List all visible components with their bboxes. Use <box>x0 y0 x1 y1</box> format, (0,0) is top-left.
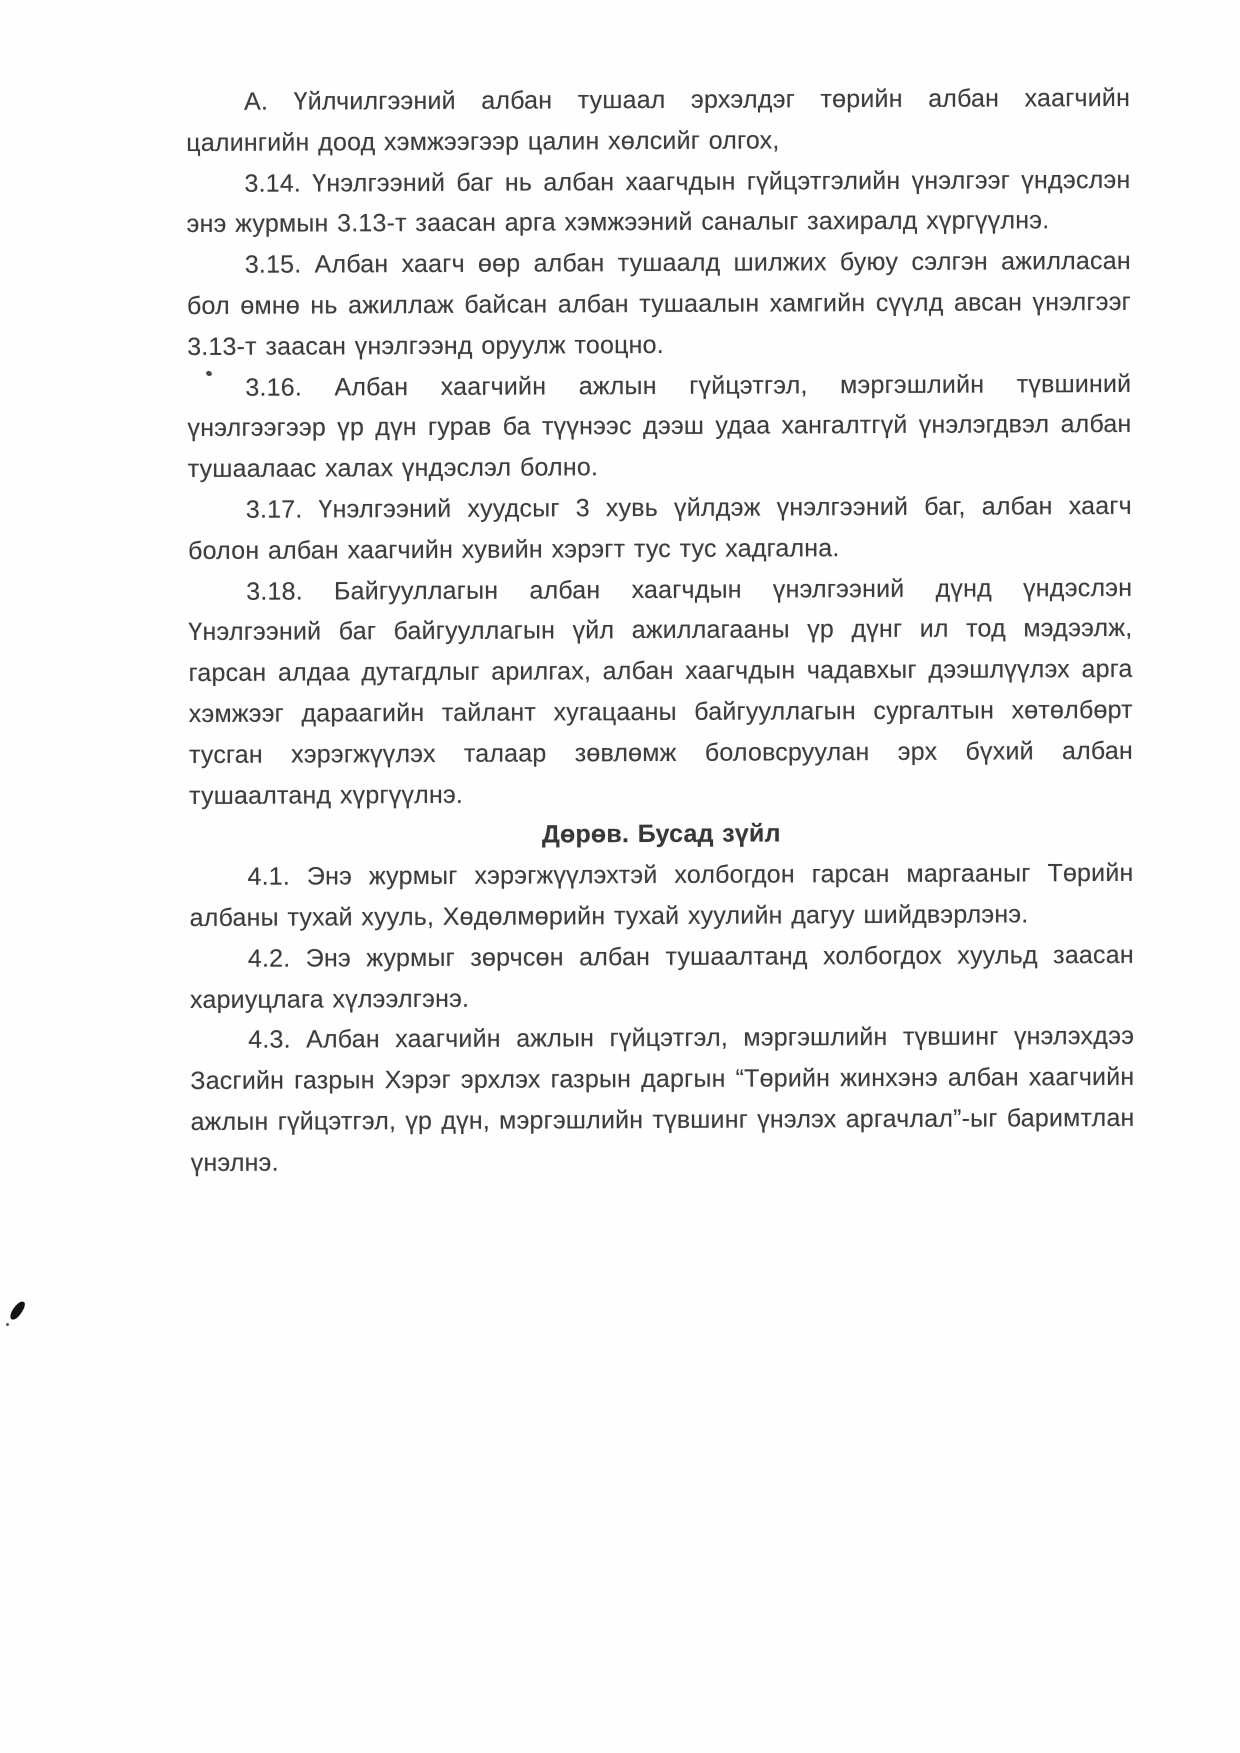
paragraph-3-18: 3.18. Байгууллагын албан хаагчдын үнэлгээний дүнд үндэслэн Үнэлгээний баг байгууллагын үйл ажиллагааны үр дүнг ил тод мэдээлж, гарсан алдаа дутагдлыг арилгах, албан хаагчдын чадавхыг дээшлүүлэх арга хэмжээг дараагийн тайлант хугацааны байгууллагын сургалтын хөтөлбөрт тусган хэрэгжүүлэх талаар зөвлөмж боловсруулан эрх бүхий албан тушаалтанд хүргүүлнэ. <box>188 573 1133 810</box>
paragraph-3-17: 3.17. Үнэлгээний хуудсыг 3 хувь үйлдэж үнэлгээний баг, албан хаагч болон албан хаагчийн хувийн хэрэгт тус тус хадгална. <box>187 491 1132 565</box>
paragraph-4-1: 4.1. Энэ журмыг хэрэгжүүлэхтэй холбогдон гарсан маргааныг Төрийн албаны тухай хууль, Хөдөлмөрийн тухай хуулийн дагуу шийдвэрлэнэ. <box>189 859 1134 932</box>
ink-dot <box>6 1323 9 1326</box>
paragraph-3-14: 3.14. Үнэлгээний баг нь албан хаагчдын гүйцэтгэлийн үнэлгээг үндэслэн энэ журмын 3.13-т заасан арга хэмжээний саналыг захиралд хүргүүлнэ. <box>186 165 1131 239</box>
section-heading-busad-zuil: Дөрөв. Бусад зүйл <box>541 819 781 849</box>
paragraph-3-15: 3.15. Албан хаагч өөр албан тушаалд шилжих буюу сэлгэн ажилласан бол өмнө нь ажиллаж байсан албан тушаалын хамгийн сүүлд авсан үнэлгээг 3.13-т заасан үнэлгээнд оруулж тооцно. <box>186 247 1132 361</box>
paragraph-a: А. Үйлчилгээний албан тушаал эрхэлдэг төрийн албан хаагчийн цалингийн доод хэмжээгээр цалин хөлсийг олгох, <box>186 83 1131 157</box>
paragraph-4-3: 4.3. Албан хаагчийн ажлын гүйцэтгэл, мэргэшлийн түвшинг үнэлэхдээ Засгийн газрын Хэрэг эрхлэх газрын даргын “Төрийн жинхэнэ албан хаагчийн ажлын гүйцэтгэл, үр дүн, мэргэшлийн түвшинг үнэлэх аргачлал”-ыг баримтлан үнэлнэ. <box>190 1022 1135 1177</box>
document-body <box>186 78 1135 1184</box>
ink-mark <box>8 1299 27 1322</box>
paragraph-4-2: 4.2. Энэ журмыг зөрчсөн албан тушаалтанд холбогдох хуульд заасан хариуцлага хүлээлгэнэ. <box>189 940 1134 1014</box>
paragraph-3-16: 3.16. Албан хаагчийн ажлын гүйцэтгэл, мэргэшлийн түвшиний үнэлгээгээр үр дүн гурав ба түүнээс дээш удаа хангалтгүй үнэлэгдвэл албан тушаалаас халах үндэслэл болно. <box>187 369 1132 484</box>
